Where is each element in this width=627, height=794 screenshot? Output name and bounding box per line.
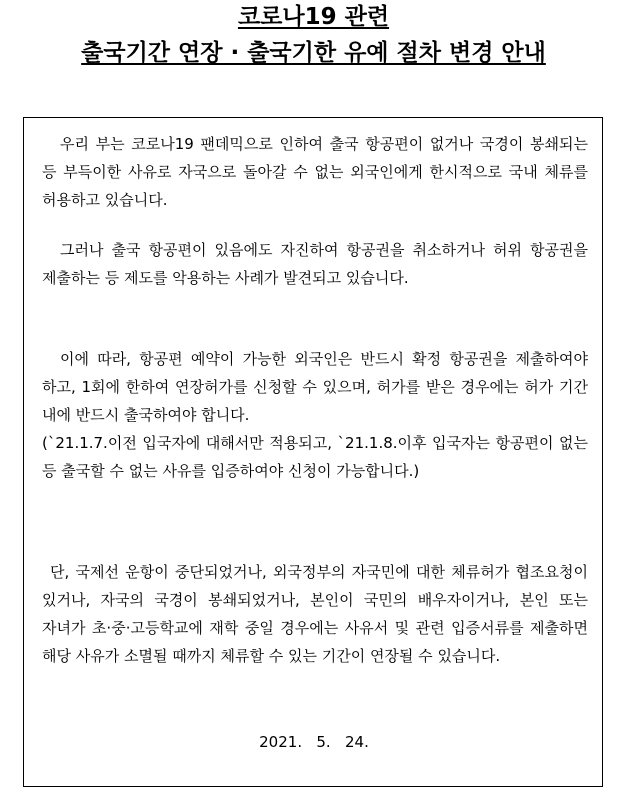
paragraph-new-procedure: 이에 따라, 항공편 예약이 가능한 외국인은 반드시 확정 항공권을 제출하여야 하고, 1회에 한하여 연장허가를 신청할 수 있으며, 허가를 받은 경우에는 허가 기간 내에 반드시 출국하여야 합니다.	[42, 350, 588, 424]
document-date: 2021. 5. 24.	[259, 733, 369, 751]
paragraph-exceptions: 단, 국제선 운항이 중단되었거나, 외국정부의 자국민에 대한 체류허가 협조요청이 있거나, 자국의 국경이 봉쇄되었거나, 본인이 국민의 배우자이거나, 본인 또는 자녀가 초·중·고등학교에 재학 중일 경우에는 사유서 및 관련 입증서류를 제출하면 해당 사유가 소멸될 때까지 체류할 수 있는 기간이 연장될 수 있습니다.	[42, 563, 588, 665]
paragraph-abuse-cases: 그러나 출국 항공편이 있음에도 자진하여 항공권을 취소하거나 허위 항공권을 제출하는 등 제도를 악용하는 사례가 발견되고 있습니다.	[42, 241, 588, 287]
notice-box	[23, 117, 603, 787]
paragraph-applicability-note: (`21.1.7.이전 입국자에 대해서만 적용되고, `21.1.8.이후 입국자는 항공편이 없는 등 출국할 수 없는 사유를 입증하여야 신청이 가능합니다.)	[42, 434, 588, 480]
document-title-line-1	[0, 2, 627, 32]
paragraph-intro: 우리 부는 코로나19 팬데믹으로 인하여 출국 항공편이 없거나 국경이 봉쇄되는 등 부득이한 사유로 자국으로 돌아갈 수 없는 외국인에게 한시적으로 국내 체류를 허용하고 있습니다.	[42, 135, 588, 209]
document-title-line-2	[0, 38, 627, 68]
document-title-text-1: 코로나19 관련	[237, 4, 390, 30]
document-title-text-2: 출국기간 연장 · 출국기한 유예 절차 변경 안내	[81, 40, 546, 66]
